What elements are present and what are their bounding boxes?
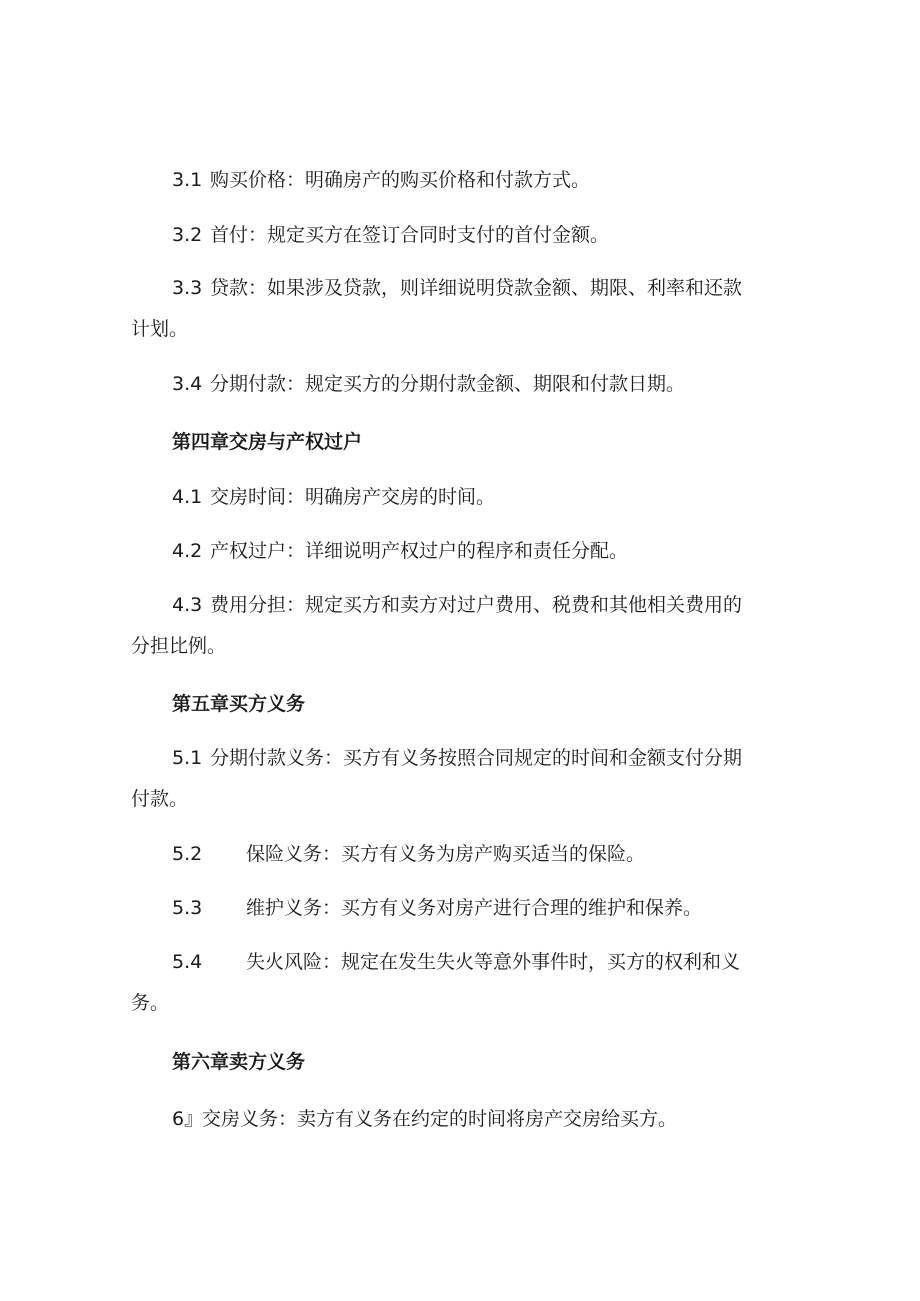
clause-number: 4.2 [172, 540, 203, 562]
clause-number: 6』 [172, 1108, 204, 1130]
clause-3-4 [0, 372, 920, 396]
clause-5-2 [0, 842, 920, 866]
clause-6-1 [0, 1107, 920, 1131]
clause-text: 分期付款义务：买方有义务按照合同规定的时间和金额支付分期 [210, 747, 743, 769]
clause-5-4 [0, 950, 920, 974]
clause-number: 5.4 [172, 951, 203, 973]
clause-5-1-continuation: 付款。 [131, 788, 189, 810]
clause-text: 失火风险：规定在发生失火等意外事件时，买方的权利和义 [246, 951, 741, 973]
clause-number: 3.4 [172, 373, 203, 395]
clause-number: 5.1 [172, 747, 203, 769]
chapter-4-heading: 第四章交房与产权过户 [172, 431, 363, 453]
clause-text: 分期付款：规定买方的分期付款金额、期限和付款日期。 [210, 373, 686, 395]
clause-text: 维护义务：买方有义务对房产进行合理的维护和保养。 [246, 897, 703, 919]
clause-text: 产权过户：详细说明产权过户的程序和责任分配。 [210, 540, 629, 562]
clause-text: 购买价格：明确房产的购买价格和付款方式。 [210, 169, 591, 191]
clause-number: 3.1 [172, 169, 203, 191]
clause-5-3 [0, 896, 920, 920]
clause-number: 3.2 [172, 224, 203, 246]
chapter-6-heading: 第六章卖方义务 [172, 1051, 306, 1073]
clause-number: 5.3 [172, 897, 203, 919]
clause-text: 交房义务：卖方有义务在约定的时间将房产交房给买方。 [202, 1108, 678, 1130]
clause-number: 4.1 [172, 486, 203, 508]
clause-text: 贷款：如果涉及贷款，则详细说明贷款金额、期限、利率和还款 [210, 277, 743, 299]
clause-number: 4.3 [172, 594, 203, 616]
clause-5-1 [0, 746, 920, 770]
clause-3-3-continuation: 计划。 [131, 318, 189, 340]
clause-3-3 [0, 276, 920, 300]
clause-4-3 [0, 593, 920, 617]
clause-3-2 [0, 223, 920, 247]
clause-3-1 [0, 168, 920, 192]
clause-4-2 [0, 539, 920, 563]
clause-text: 费用分担：规定买方和卖方对过户费用、税费和其他相关费用的 [210, 594, 743, 616]
clause-text: 保险义务：买方有义务为房产购买适当的保险。 [246, 843, 646, 865]
clause-text: 首付：规定买方在签订合同时支付的首付金额。 [210, 224, 610, 246]
clause-number: 5.2 [172, 843, 203, 865]
clause-4-3-continuation: 分担比例。 [131, 635, 227, 657]
chapter-5-heading: 第五章买方义务 [172, 693, 306, 715]
clause-number: 3.3 [172, 277, 203, 299]
clause-4-1 [0, 485, 920, 509]
clause-5-4-continuation: 务。 [131, 992, 170, 1014]
clause-text: 交房时间：明确房产交房的时间。 [210, 486, 496, 508]
